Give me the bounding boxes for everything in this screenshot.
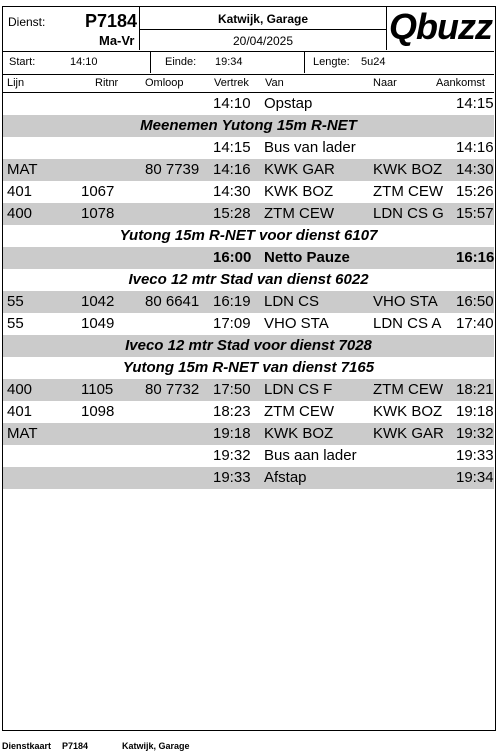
cell-lijn: 400: [7, 381, 33, 398]
table-row: [3, 247, 494, 269]
banner-text: Iveco 12 mtr Stad van dienst 6022: [128, 271, 369, 288]
cell-van: Bus aan lader: [264, 447, 357, 464]
length-label: Lengte:: [313, 56, 350, 68]
cell-van: Opstap: [264, 95, 313, 112]
vehicle-banner-row: [3, 357, 494, 379]
cell-vertrek: 17:09: [213, 315, 251, 332]
end-time: 19:34: [215, 56, 243, 68]
footer-label: Dienstkaart: [2, 741, 52, 751]
cell-aankomst: 19:32: [456, 425, 494, 442]
start-label: Start:: [9, 56, 36, 68]
footer-code: P7184: [62, 741, 89, 751]
cell-naar: KWK GAR: [373, 425, 444, 442]
end-label: Einde:: [165, 56, 197, 68]
service-card: [2, 6, 496, 731]
banner-text: Yutong 15m R-NET van dienst 7165: [122, 359, 375, 376]
cell-aankomst: 18:21: [456, 381, 494, 398]
cell-van: Afstap: [264, 469, 307, 486]
cell-ritnr: 1067: [81, 183, 115, 200]
table-row: [3, 445, 494, 467]
table-row: [3, 313, 494, 335]
cell-lijn: 55: [7, 315, 24, 332]
cell-omloop: 80 7739: [145, 161, 200, 178]
col-vertrek: Vertrek: [214, 77, 249, 89]
cell-van: ZTM CEW: [264, 403, 334, 420]
cell-lijn: MAT: [7, 161, 38, 178]
cell-aankomst: 16:16: [456, 249, 495, 266]
footer-location: Katwijk, Garage: [122, 741, 190, 751]
banner-text: Meenemen Yutong 15m R-NET: [140, 117, 357, 134]
cell-vertrek: 18:23: [213, 403, 251, 420]
cell-van: KWK BOZ: [264, 425, 334, 442]
cell-ritnr: 1105: [81, 381, 114, 398]
cell-vertrek: 14:10: [213, 95, 251, 112]
cell-van: VHO STA: [264, 315, 329, 332]
col-omloop: Omloop: [145, 77, 184, 89]
table-row: [3, 159, 494, 181]
cell-lijn: 401: [7, 403, 33, 420]
cell-vertrek: 14:30: [213, 183, 251, 200]
qbuzz-logo: Qbuzz: [389, 6, 492, 47]
cell-van: LDN CS: [264, 293, 320, 310]
cell-van: LDN CS F: [264, 381, 333, 398]
cell-van: ZTM CEW: [264, 205, 334, 222]
vehicle-banner-row: [3, 225, 494, 247]
cell-lijn: MAT: [7, 425, 38, 442]
cell-aankomst: 19:18: [456, 403, 494, 420]
cell-aankomst: 19:34: [456, 469, 494, 486]
vehicle-banner-row: [3, 115, 494, 137]
table-row: [3, 137, 494, 159]
cell-ritnr: 1078: [81, 205, 115, 222]
cell-lijn: 401: [7, 183, 33, 200]
cell-vertrek: 19:33: [213, 469, 251, 486]
cell-vertrek: 19:32: [213, 447, 251, 464]
cell-aankomst: 15:26: [456, 183, 494, 200]
cell-omloop: 80 6641: [145, 293, 200, 310]
dienst-code: P7184: [85, 11, 138, 31]
cell-ritnr: 1042: [81, 293, 115, 310]
cell-naar: VHO STA: [373, 293, 438, 310]
cell-vertrek: 16:19: [213, 293, 251, 310]
cell-vertrek: 14:16: [213, 161, 251, 178]
dienst-days: Ma-Vr: [99, 33, 135, 48]
col-van: Van: [265, 77, 284, 89]
table-row: [3, 401, 494, 423]
table-row: [3, 181, 494, 203]
cell-naar: LDN CS A: [373, 315, 442, 332]
vehicle-banner-row: [3, 335, 494, 357]
cell-aankomst: 19:33: [456, 447, 494, 464]
banner-text: Iveco 12 mtr Stad voor dienst 7028: [125, 337, 372, 354]
col-naar: Naar: [373, 77, 397, 89]
cell-naar: KWK BOZ: [373, 161, 443, 178]
cell-vertrek: 14:15: [213, 139, 251, 156]
table-row: [3, 467, 494, 489]
banner-text: Yutong 15m R-NET voor dienst 6107: [119, 227, 378, 244]
cell-ritnr: 1049: [81, 315, 115, 332]
cell-lijn: 400: [7, 205, 33, 222]
cell-naar: KWK BOZ: [373, 403, 443, 420]
cell-aankomst: 17:40: [456, 315, 494, 332]
cell-lijn: 55: [7, 293, 24, 310]
table-row: [3, 93, 494, 115]
start-time: 14:10: [70, 56, 98, 68]
cell-ritnr: 1098: [81, 403, 115, 420]
cell-omloop: 80 7732: [145, 381, 200, 398]
cell-van: KWK BOZ: [264, 183, 334, 200]
cell-aankomst: 16:50: [456, 293, 494, 310]
cell-van: Netto Pauze: [264, 249, 350, 266]
column-header-row: [3, 74, 494, 93]
table-row: [3, 423, 494, 445]
cell-vertrek: 15:28: [213, 205, 251, 222]
cell-vertrek: 17:50: [213, 381, 251, 398]
cell-naar: LDN CS G: [373, 205, 444, 222]
col-ritnr: Ritnr: [95, 77, 119, 89]
service-date: 20/04/2025: [232, 34, 294, 48]
cell-aankomst: 14:30: [456, 161, 494, 178]
length-value: 5u24: [361, 56, 386, 68]
card-header: [3, 7, 494, 73]
schedule-table: [3, 93, 494, 489]
table-row: [3, 291, 494, 313]
location-title: Katwijk, Garage: [217, 12, 309, 26]
cell-aankomst: 14:16: [456, 139, 494, 156]
dienst-label: Dienst:: [8, 15, 46, 29]
cell-aankomst: 15:57: [456, 205, 494, 222]
cell-aankomst: 14:15: [456, 95, 494, 112]
table-row: [3, 203, 494, 225]
cell-naar: ZTM CEW: [373, 381, 443, 398]
cell-vertrek: 16:00: [213, 249, 252, 266]
cell-van: Bus van lader: [264, 139, 356, 156]
cell-vertrek: 19:18: [213, 425, 251, 442]
table-row: [3, 379, 494, 401]
cell-naar: ZTM CEW: [373, 183, 443, 200]
vehicle-banner-row: [3, 269, 494, 291]
col-aankomst: Aankomst: [436, 77, 485, 89]
cell-van: KWK GAR: [264, 161, 335, 178]
col-lijn: Lijn: [7, 77, 25, 89]
